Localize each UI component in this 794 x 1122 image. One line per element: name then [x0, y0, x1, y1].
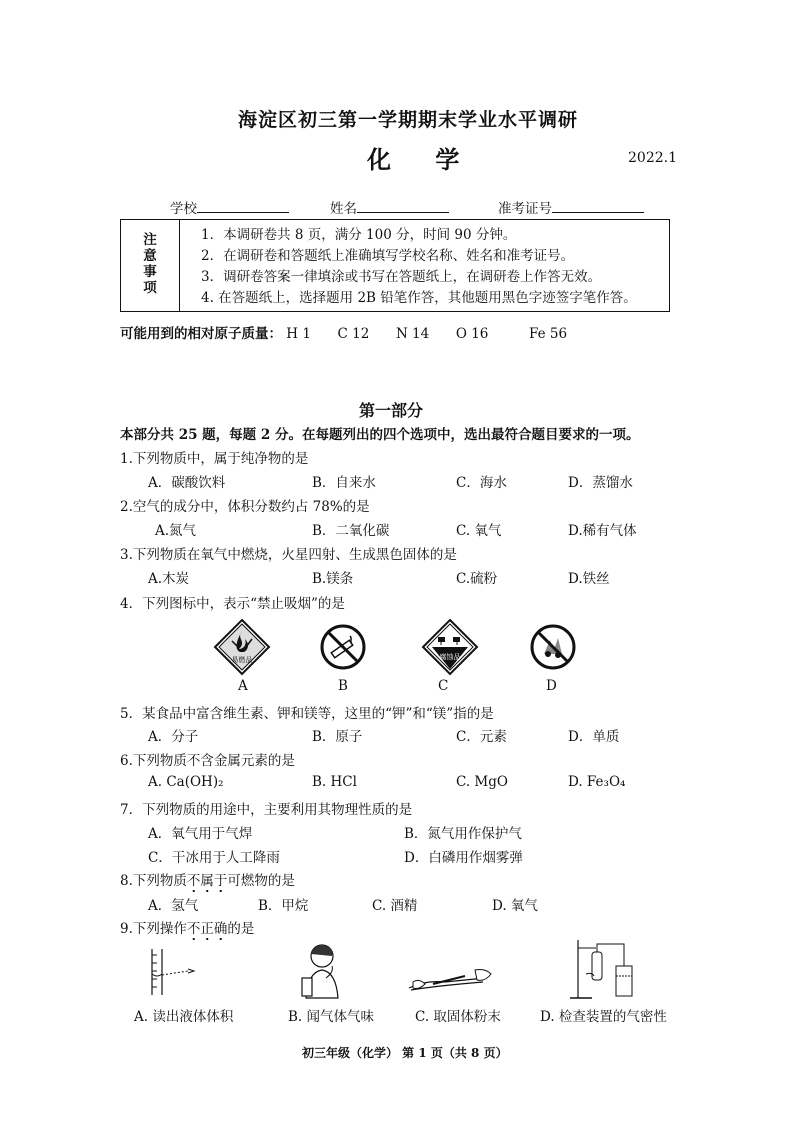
emphasis-text: 不属于 [187, 873, 228, 893]
option[interactable]: D. 检查装置的气密性 [540, 1009, 667, 1025]
no-smoking-sign-icon [320, 624, 366, 670]
sign-a-label: 易燃品 [231, 656, 253, 664]
id-field[interactable] [498, 197, 644, 217]
option[interactable]: D. 氧气 [492, 898, 538, 914]
atomic-mass: C 12 [337, 326, 370, 342]
question-stem [120, 869, 295, 889]
option[interactable]: C.硫粉 [456, 571, 498, 587]
option[interactable]: A．氢气 [148, 898, 199, 914]
emphasis-text: 不正确 [187, 921, 228, 941]
spatula-powder-icon [405, 960, 495, 1000]
question-stem: 5．某食品中富含维生素、钾和镁等，这里的“钾”和“镁”指的是 [120, 706, 494, 722]
question-stem: 7．下列物质的用途中，主要利用其物理性质的是 [120, 802, 413, 818]
option[interactable]: C．海水 [456, 475, 507, 491]
option[interactable]: C. 酒精 [372, 898, 418, 914]
smelling-gas-icon [296, 942, 356, 1000]
stem-text: 可燃物的是 [227, 873, 295, 889]
notice-label-char: 项 [143, 280, 157, 296]
notice-label-char: 注 [143, 232, 157, 248]
page-footer: 初三年级（化学） 第 1 页（共 8 页） [302, 1046, 508, 1060]
notice-label [121, 220, 180, 311]
stem-text: 的是 [227, 921, 255, 937]
option[interactable]: D.铁丝 [568, 571, 610, 587]
question-stem: 1.下列物质中，属于纯净物的是 [120, 451, 309, 467]
notice-box [120, 219, 670, 312]
question-stem: 6.下列物质不含金属元素的是 [120, 753, 295, 769]
option[interactable]: A. 读出液体体积 [134, 1009, 234, 1025]
option[interactable]: B.镁条 [312, 571, 354, 587]
option[interactable]: C．干冰用于人工降雨 [148, 850, 280, 866]
name-label: 姓名 [330, 201, 357, 217]
option[interactable]: C. 氧气 [456, 523, 502, 539]
subject-title: 化 学 [367, 145, 478, 174]
option[interactable]: D．白磷用作烟雾弹 [404, 850, 523, 866]
exam-title: 海淀区初三第一学期期末学业水平调研 [238, 109, 579, 131]
option[interactable]: B．自来水 [312, 475, 376, 491]
school-field[interactable] [170, 197, 289, 217]
option[interactable]: D．蒸馏水 [568, 475, 633, 491]
notice-label-char: 意 [143, 248, 157, 264]
id-label: 准考证号 [498, 201, 552, 217]
part1-instruction: 本部分共 25 题，每题 2 分。在每题列出的四个选项中，选出最符合题目要求的一项。 [120, 427, 640, 443]
atomic-masses [120, 322, 567, 342]
school-label: 学校 [170, 201, 197, 217]
exam-date: 2022.1 [628, 150, 677, 166]
atomic-mass: H 1 [286, 326, 311, 342]
sign-c-label: 腐蚀品 [439, 653, 461, 661]
notice-label-char: 事 [143, 264, 157, 280]
option[interactable]: C [438, 678, 449, 694]
notice-item: 1．本调研卷共 8 页，满分 100 分，时间 90 分钟。 [201, 227, 517, 243]
stem-text: 8.下列物质 [120, 873, 187, 889]
notice-item: 4. 在答题纸上，选择题用 2B 铅笔作答，其他题用黑色字迹签字笔作答。 [201, 290, 637, 306]
stem-text: 9.下列操作 [120, 921, 187, 937]
option[interactable]: D.稀有气体 [568, 523, 637, 539]
graduated-cylinder-reading-icon [140, 947, 210, 997]
question-stem: 4．下列图标中，表示“禁止吸烟”的是 [120, 596, 345, 612]
option[interactable]: A.氮气 [155, 523, 197, 539]
atomic-mass: N 14 [395, 326, 430, 342]
option[interactable]: A．分子 [148, 729, 199, 745]
airtightness-check-icon [566, 938, 636, 1000]
option[interactable]: B. 闻气体气味 [288, 1009, 375, 1025]
part1-title: 第一部分 [359, 401, 424, 420]
option[interactable]: B. HCl [312, 774, 357, 790]
notice-item: 2．在调研卷和答题纸上准确填写学校名称、姓名和准考证号。 [201, 248, 575, 264]
corrosive-sign-icon [422, 619, 478, 675]
option[interactable]: C. MgO [456, 774, 508, 790]
question-stem: 3.下列物质在氧气中燃烧，火星四射、生成黑色固体的是 [120, 547, 457, 563]
option[interactable]: A.木炭 [148, 571, 190, 587]
option[interactable]: C. 取固体粉末 [415, 1009, 501, 1025]
notice-item: 3．调研卷答案一律填涂或书写在答题纸上，在调研卷上作答无效。 [201, 269, 602, 285]
flammable-sign-icon [214, 619, 270, 675]
option[interactable]: D．单质 [568, 729, 620, 745]
option[interactable]: A．氧气用于气焊 [148, 826, 253, 842]
option[interactable]: B．二氧化碳 [312, 523, 390, 539]
notice-items [201, 225, 637, 309]
option[interactable]: A [238, 678, 248, 694]
option[interactable]: D [546, 678, 557, 694]
option[interactable]: C．元素 [456, 729, 507, 745]
option[interactable]: A. Ca(OH)₂ [148, 774, 224, 790]
option[interactable]: B．甲烷 [258, 898, 309, 914]
name-field[interactable] [330, 197, 449, 217]
option[interactable]: B．氮气用作保护气 [404, 826, 522, 842]
option[interactable]: A．碳酸饮料 [148, 475, 226, 491]
option[interactable]: B．原子 [312, 729, 363, 745]
option[interactable]: B [338, 678, 348, 694]
atomic-mass: Fe 56 [528, 326, 568, 342]
option[interactable]: D. Fe₃O₄ [568, 774, 626, 790]
atomic-mass: O 16 [455, 326, 489, 342]
no-fireworks-sign-icon [530, 624, 576, 670]
question-stem [120, 917, 254, 937]
question-stem: 2.空气的成分中，体积分数约占 78%的是 [120, 499, 370, 515]
atomic-masses-label: 可能用到的相对原子质量： [120, 326, 282, 342]
